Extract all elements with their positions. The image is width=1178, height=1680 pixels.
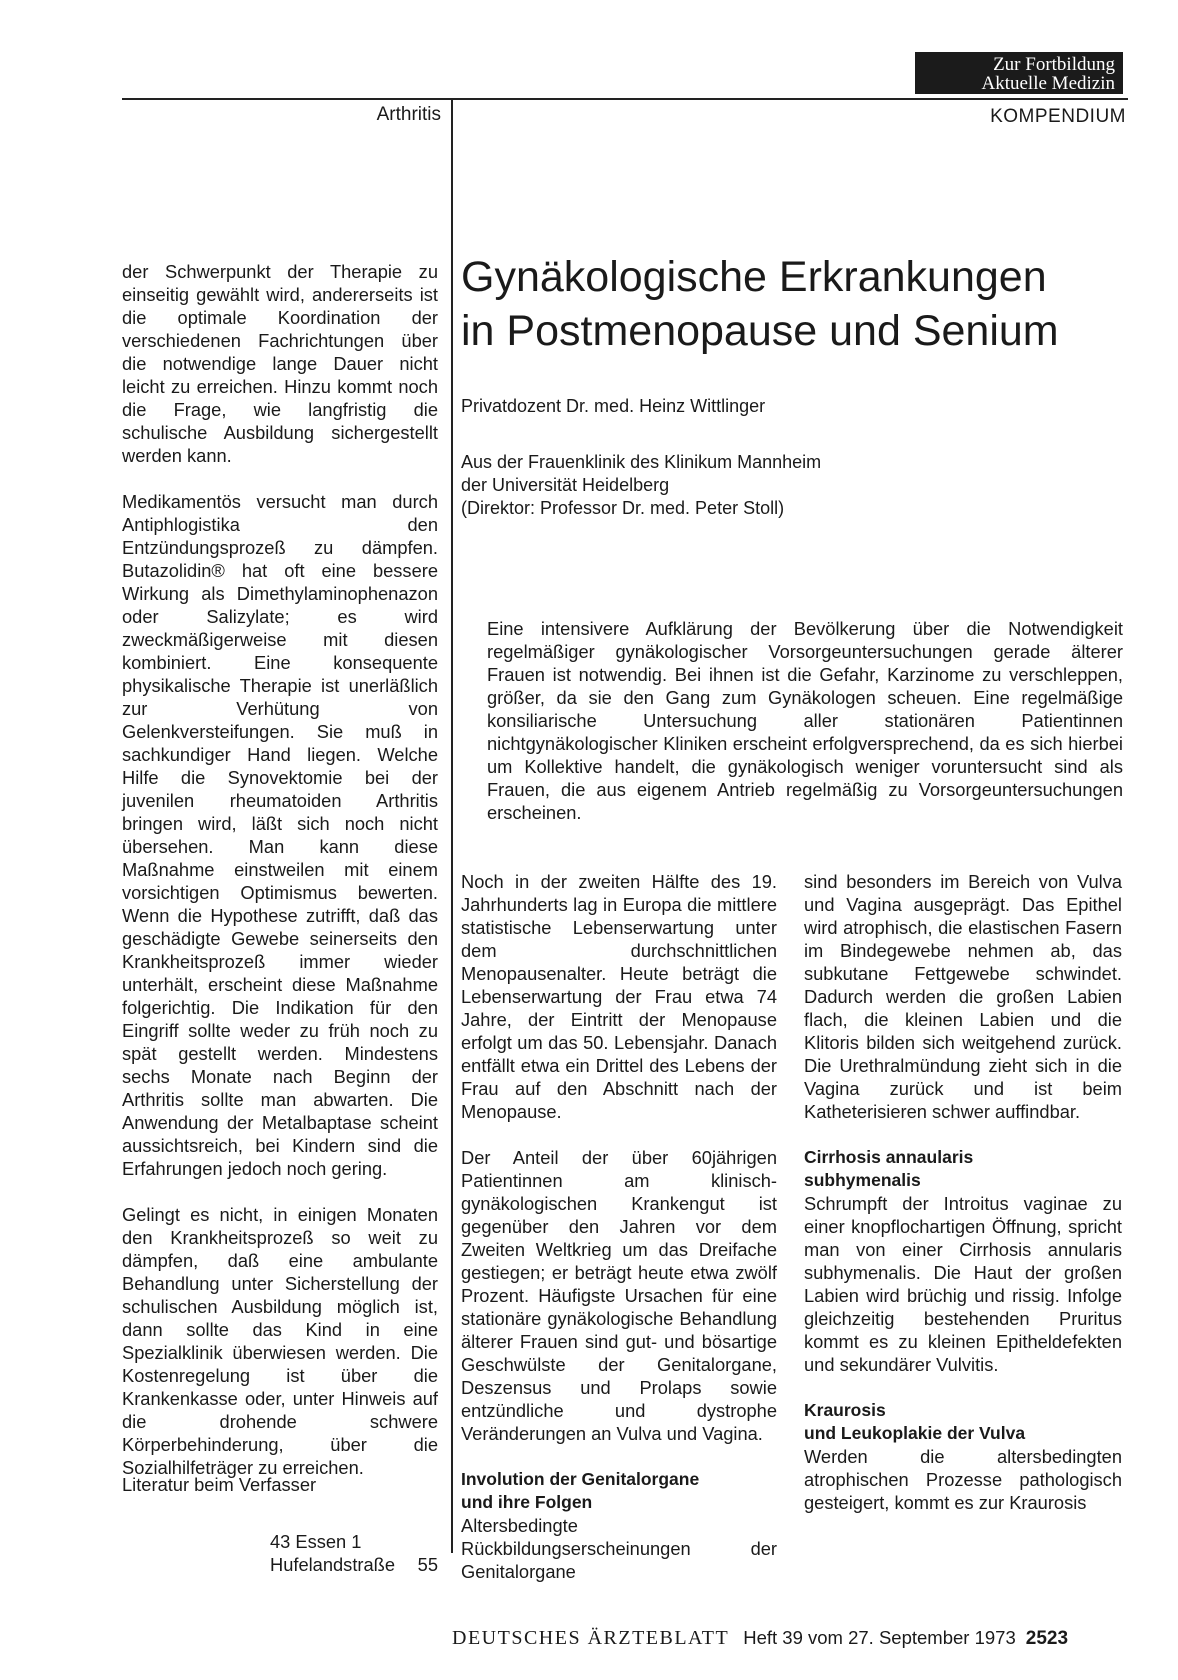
title-line-1: Gynäkologische Erkrankungen [461,253,1047,301]
affiliation-line-1: Aus der Frauenklinik des Klinikum Mannheim [461,452,822,472]
middle-column [461,870,777,1606]
address-city: 43 Essen 1 [270,1531,362,1552]
middle-paragraph-1: Noch in der zweiten Hälfte des 19. Jahrhunderts lag in Europa die mittlere statistische Lebenserwartung unter dem durchschnittlichen Menopausenalter. Heute beträgt die Lebenserwartung der Frau etwa 74 Jahre, der Eintritt der Menopause erfolgt um das 50. Lebensjahr. Danach entfällt etwa ein Drittel des Lebens der Frau auf den Abschnitt nach der Menopause. [461,871,777,1122]
left-column [122,260,438,1502]
heading-line-1: Kraurosis [804,1400,886,1420]
heading-line-1: Cirrhosis annaularis [804,1147,974,1167]
section-heading-kraurosis [804,1399,1122,1445]
journal-name: DEUTSCHES ÄRZTEBLATT [452,1627,730,1649]
issue-info: Heft 39 vom 27. September 1973 [743,1627,1016,1648]
literature-note: Literatur beim Verfasser [122,1474,317,1495]
heading-line-1: Involution der Genitalorgane [461,1469,700,1489]
section-heading-involution [461,1468,777,1514]
right-paragraph-2: Schrumpft der Introitus vaginae zu einer knopflochartigen Öffnung, spricht man von einer Cirrhosis annularis subhymenalis. Die Haut der großen Labien wird brüchig und rissig. Infolge gleichzeitig bestehenden Pruritus kommt es zu kleinen Epitheldefekten und sekundärer Vulvitis. [804,1193,1122,1375]
heading-line-2: subhymenalis [804,1170,921,1190]
left-paragraph-1: der Schwerpunkt der Therapie zu einseitig gewählt wird, andererseits ist die optimale Koordination der verschiedenen Fachrichtungen über die notwendige lange Dauer nicht leicht zu erreichen. Hinzu kommt noch die Frage, wie langfristig die schulische Ausbildung sichergestellt werden kann. [122,261,438,466]
section-heading-cirrhosis [804,1146,1122,1192]
article-title [461,250,1151,358]
right-paragraph-3: Werden die altersbedingten atrophischen Prozesse pathologisch gesteigert, kommt es zur Kraurosis [804,1446,1122,1513]
section-badge [915,52,1123,94]
badge-line-1: Zur Fortbildung [993,54,1115,75]
heading-line-2: und ihre Folgen [461,1492,593,1512]
left-paragraph-2: Medikamentös versucht man durch Antiphlogistika den Entzündungsprozeß zu dämpfen. Butazolidin® hat oft eine bessere Wirkung als Dimethylaminophenazon oder Salizylate; es wird zweckmäßigerweise mit diesen kombiniert. Eine konsequente physikalische Therapie ist unerläßlich zur Verhütung von Gelenkversteifungen. Sie muß in sachkundiger Hand liegen. Welche Hilfe die Synovektomie bei der juvenilen rheumatoiden Arthritis bringen wird, läßt sich noch nicht übersehen. Man kann diese Maßnahme einstweilen mit einem vorsichtigen Optimismus bewerten. Wenn die Hypothese zutrifft, daß das geschädigte Gewebe seinerseits den Krankheitsprozeß immer wieder unterhält, erscheint diese Maßnahme folgerichtig. Die Indikation für den Eingriff sollte weder zu früh noch zu spät gestellt werden. Mindestens sechs Monate nach Beginn der Arthritis sollte man abwarten. Die Anwendung der Metalbaptase scheint aussichtsreich, bei Kindern sind die Erfahrungen jedoch noch gering. [122,491,438,1179]
badge-line-2: Aktuelle Medizin [981,73,1115,94]
page-number: 2523 [1025,1628,1069,1649]
right-paragraph-1: sind besonders im Bereich von Vulva und Vagina ausgeprägt. Das Epithel wird atrophisch, die elastischen Fasern im Bindegewebe nehmen ab, das subkutane Fettgewebe schwindet. Dadurch werden die großen Labien flach, die kleinen Labien und die Klitoris bilden sich weitgehend zurück. Die Urethralmündung zieht sich in die Vagina zurück und ist beim Katheterisieren schwer auffindbar. [804,871,1122,1122]
author-address [270,1530,438,1576]
middle-paragraph-3: Altersbedingte Rückbildungserscheinungen der Genitalorgane [461,1515,777,1582]
left-paragraph-3: Gelingt es nicht, in einigen Monaten den Krankheitsprozeß so weit zu dämpfen, daß eine ambulante Behandlung unter Sicherstellung der schulischen Ausbildung möglich ist, dann sollte das Kind in eine Spezialklinik überwiesen werden. Die Kostenregelung ist über die Krankenkasse oder, unter Hinweis auf die drohende schwere Körperbehinderung, über die Sozialhilfeträger zu erreichen. [122,1204,438,1478]
header-rule [122,98,1128,100]
abstract: Eine intensivere Aufklärung der Bevölkerung über die Notwendigkeit regelmäßiger gynäkologischer Vorsorgeuntersuchungen gerade älterer Frauen ist notwendig. Bei ihnen ist die Gefahr, Karzinome zu verschleppen, größer, da sie den Gang zum Gynäkologen scheuen. Eine regelmäßige konsiliarische Untersuchung aller stationären Patientinnen nichtgynäkologischer Kliniken erscheint erfolgversprechend, da es sich hierbei um Kollektive handelt, die gynäkologisch weniger voruntersucht sind als Frauen, die aus eigenem Antrieb regelmäßig zu Vorsorgeuntersuchungen erscheinen. [487,618,1123,823]
right-column [804,870,1122,1537]
heading-line-2: und Leukoplakie der Vulva [804,1423,1026,1443]
running-head-right: KOMPENDIUM [990,106,1126,127]
address-number: 55 [417,1554,438,1575]
author: Privatdozent Dr. med. Heinz Wittlinger [461,396,766,416]
page-footer [452,1627,1118,1650]
column-divider [451,98,453,1553]
affiliation-line-2: der Universität Heidelberg [461,475,670,495]
middle-paragraph-2: Der Anteil der über 60jährigen Patientinnen am klinisch-gynäkologischen Krankengut ist gegenüber den Jahren vor dem Zweiten Weltkrieg um das Dreifache gestiegen; er beträgt heute etwa zwölf Prozent. Häufigste Ursachen für eine stationäre gynäkologische Behandlung älterer Frauen sind gut- und bösartige Geschwülste der Genitalorgane, Deszensus und Prolaps sowie entzündliche und dystrophe Veränderungen an Vulva und Vagina. [461,1147,777,1444]
address-street: Hufelandstraße [270,1554,395,1575]
affiliation-line-3: (Direktor: Professor Dr. med. Peter Stoll) [461,498,785,518]
affiliation [461,451,821,520]
running-head-left: Arthritis [376,104,441,125]
title-line-2: in Postmenopause und Senium [461,307,1059,355]
